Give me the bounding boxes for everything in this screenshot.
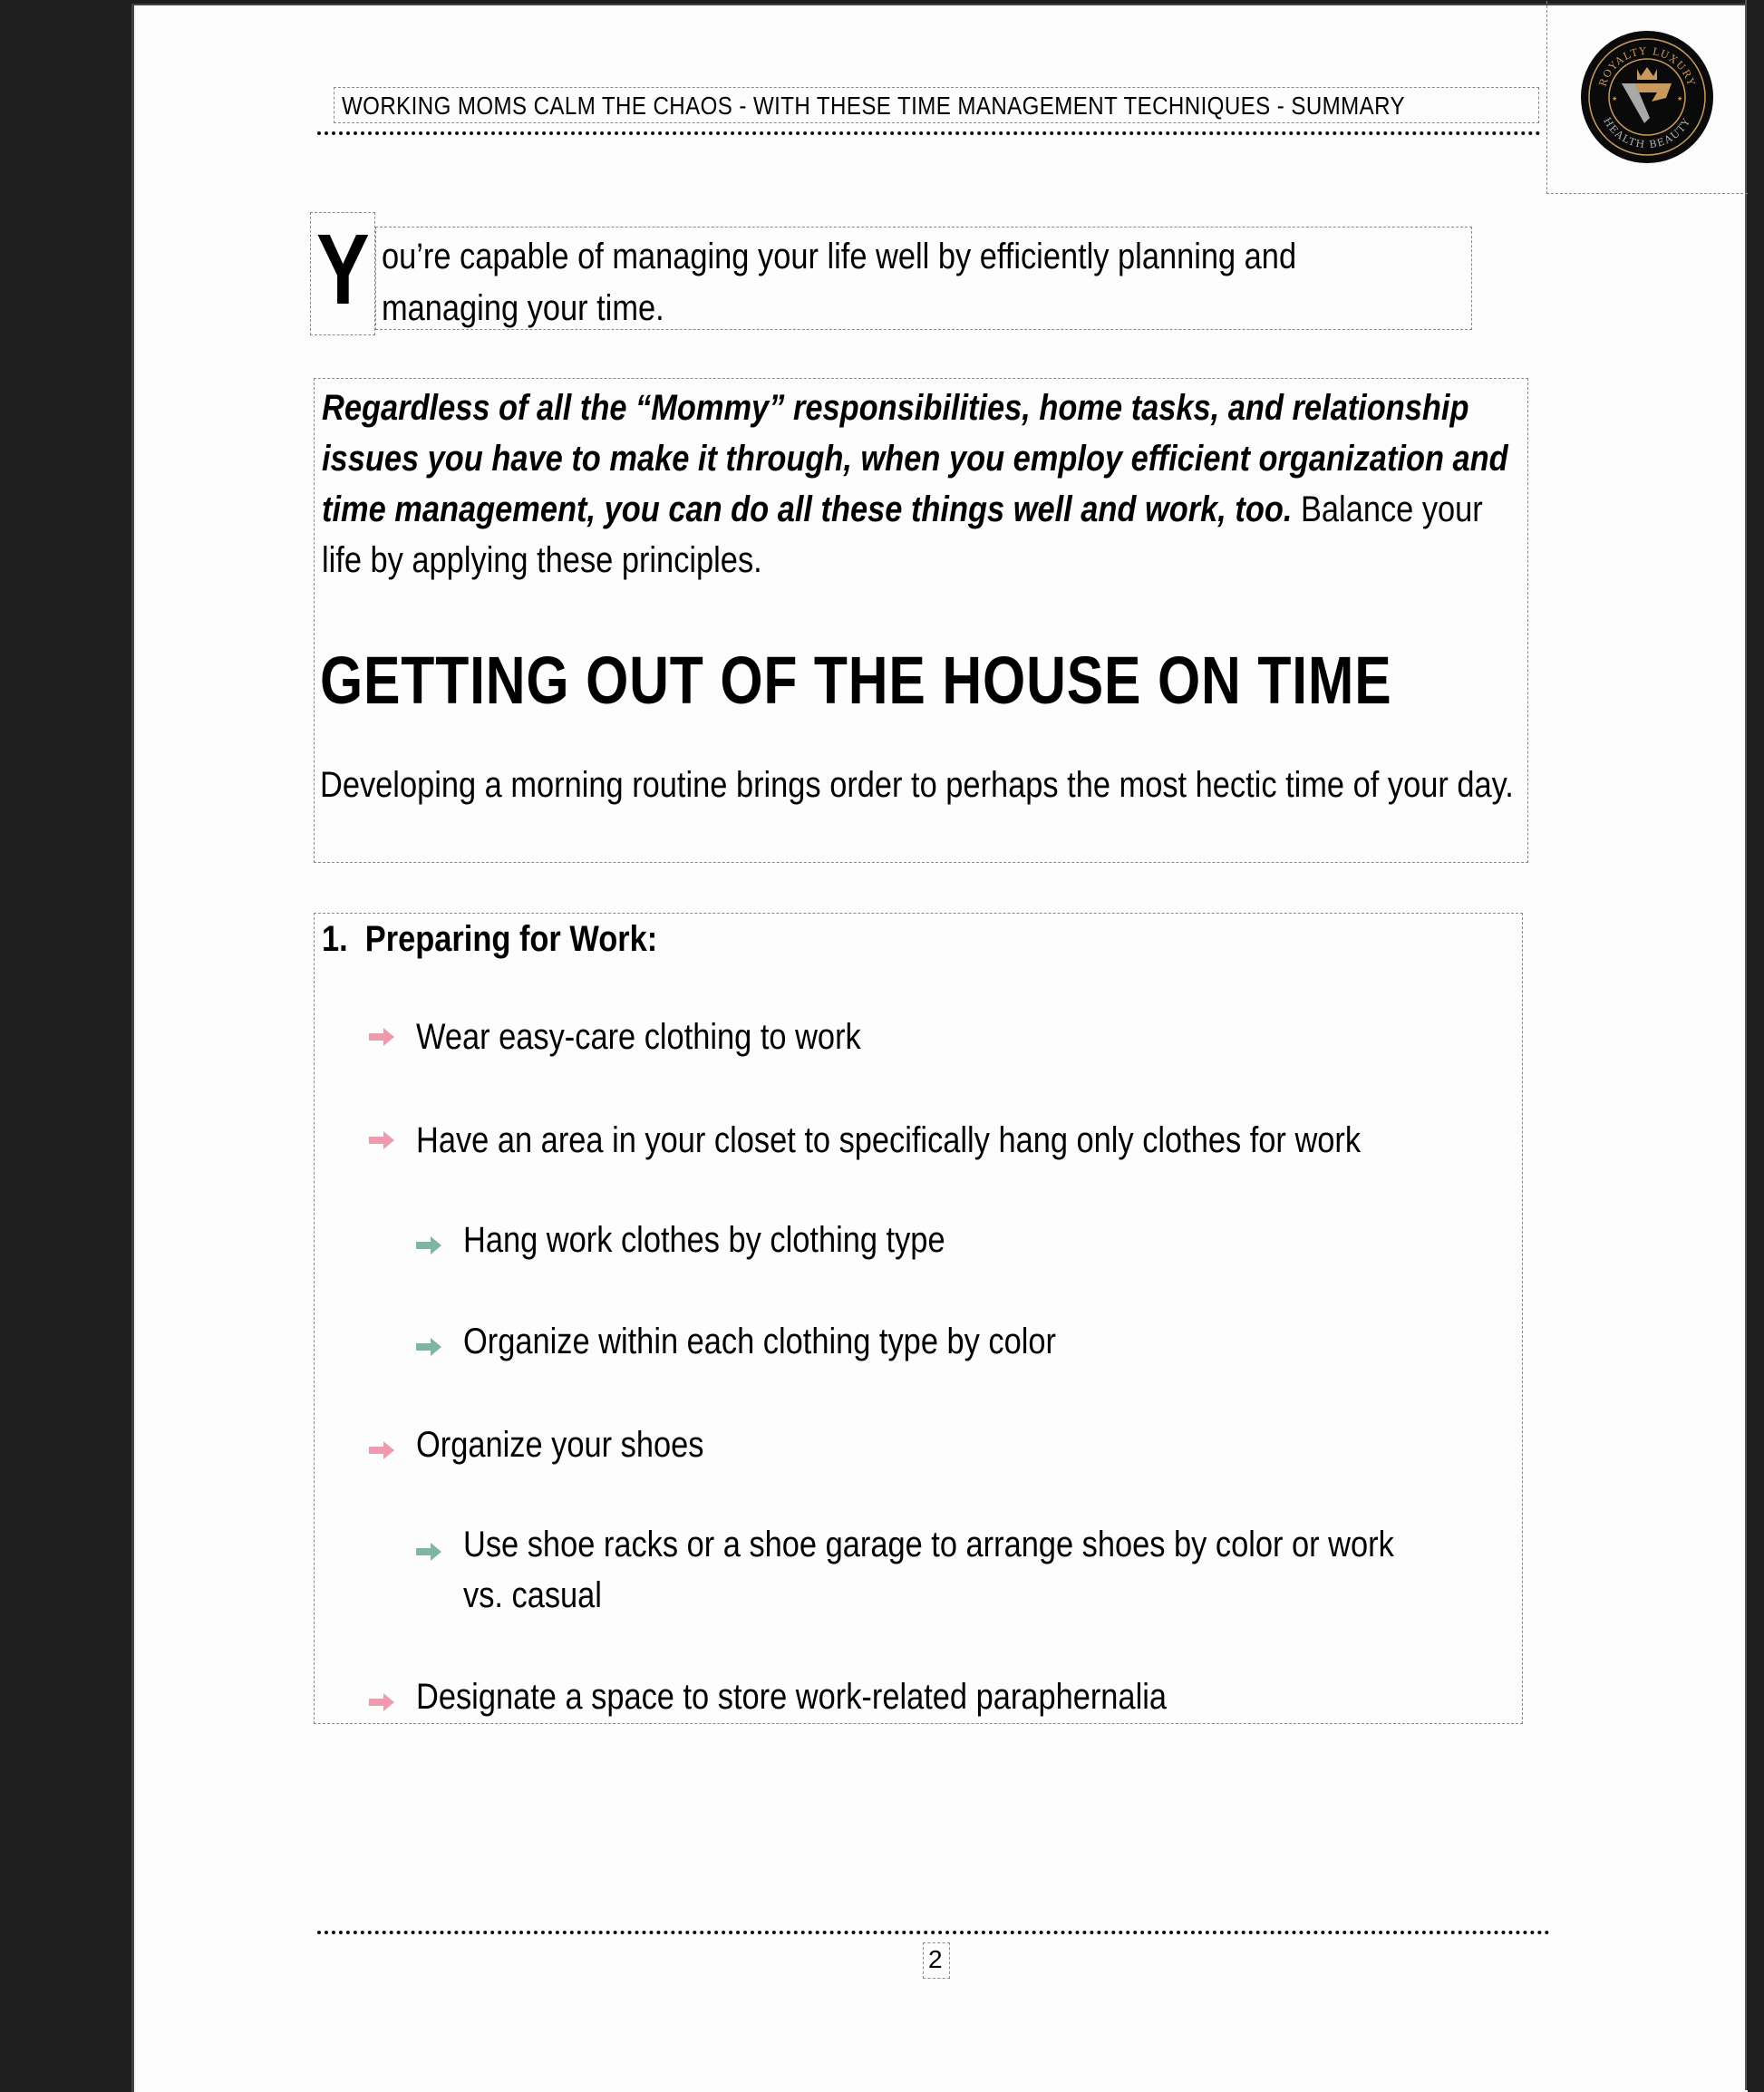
running-header xyxy=(334,87,1539,123)
page-number-frame xyxy=(923,1942,950,1979)
list-item: Designate a space to store work-related paraphernalia xyxy=(416,1677,1167,1717)
list-title: Preparing for Work: xyxy=(364,919,658,959)
list-item: Hang work clothes by clothing type xyxy=(463,1220,945,1260)
arrow-right-icon xyxy=(369,1131,394,1149)
brand-logo-icon xyxy=(1579,29,1715,165)
arrow-right-icon xyxy=(369,1441,394,1459)
drop-cap-frame xyxy=(310,212,375,335)
arrow-right-icon xyxy=(369,1693,394,1711)
arrow-right-icon xyxy=(369,1028,394,1046)
svg-text:★: ★ xyxy=(1677,96,1683,102)
page-number: 2 xyxy=(928,1945,943,1973)
list-heading xyxy=(322,919,657,960)
arrow-right-icon xyxy=(416,1236,441,1254)
footer-divider xyxy=(317,1931,1550,1934)
intro-line-2: managing your time. xyxy=(382,288,664,328)
lead-paragraph xyxy=(322,383,1522,586)
section-heading: GETTING OUT OF THE HOUSE ON TIME xyxy=(320,643,1392,718)
header-title: WORKING MOMS CALM THE CHAOS - WITH THESE TIME MANAGEMENT TECHNIQUES - SUMMARY xyxy=(342,92,1405,120)
svg-text:★: ★ xyxy=(1612,96,1618,102)
drop-cap: Y xyxy=(316,214,370,325)
logo-top-text: ROYALTY LUXURY xyxy=(1596,44,1698,89)
list-item-continuation: vs. casual xyxy=(463,1575,602,1615)
intro-paragraph xyxy=(375,227,1472,330)
section-block xyxy=(314,378,1528,863)
logo-bottom-text: HEALTH BEAUTY xyxy=(1601,115,1693,151)
arrow-right-icon xyxy=(416,1338,441,1356)
scrollbar-track[interactable] xyxy=(1745,0,1764,2090)
list-item: Organize your shoes xyxy=(416,1425,704,1465)
list-item: Have an area in your closet to specifically hang only clothes for work xyxy=(416,1120,1362,1160)
list-item: Use shoe racks or a shoe garage to arrange shoes by color or work xyxy=(463,1525,1394,1564)
list-item: Organize within each clothing type by color xyxy=(463,1322,1056,1361)
numbered-list xyxy=(314,913,1523,1724)
list-item: Wear easy-care clothing to work xyxy=(416,1017,861,1057)
section-paragraph: Developing a morning routine brings order to perhaps the most hectic time of your day. xyxy=(320,765,1514,805)
lead-emphasis: Regardless of all the “Mommy” responsibilities, home tasks, and relationship issues you have to make it through, when you employ efficient organization and time management, you can do all these things well and work, too. xyxy=(322,388,1508,529)
header-divider xyxy=(317,131,1541,135)
intro-line-1: ou’re capable of managing your life well by efficiently planning and xyxy=(382,237,1297,276)
list-number: 1. xyxy=(322,919,348,959)
arrow-right-icon xyxy=(416,1543,441,1561)
lead-regular: Balance your life by applying these principles. xyxy=(322,489,1483,580)
